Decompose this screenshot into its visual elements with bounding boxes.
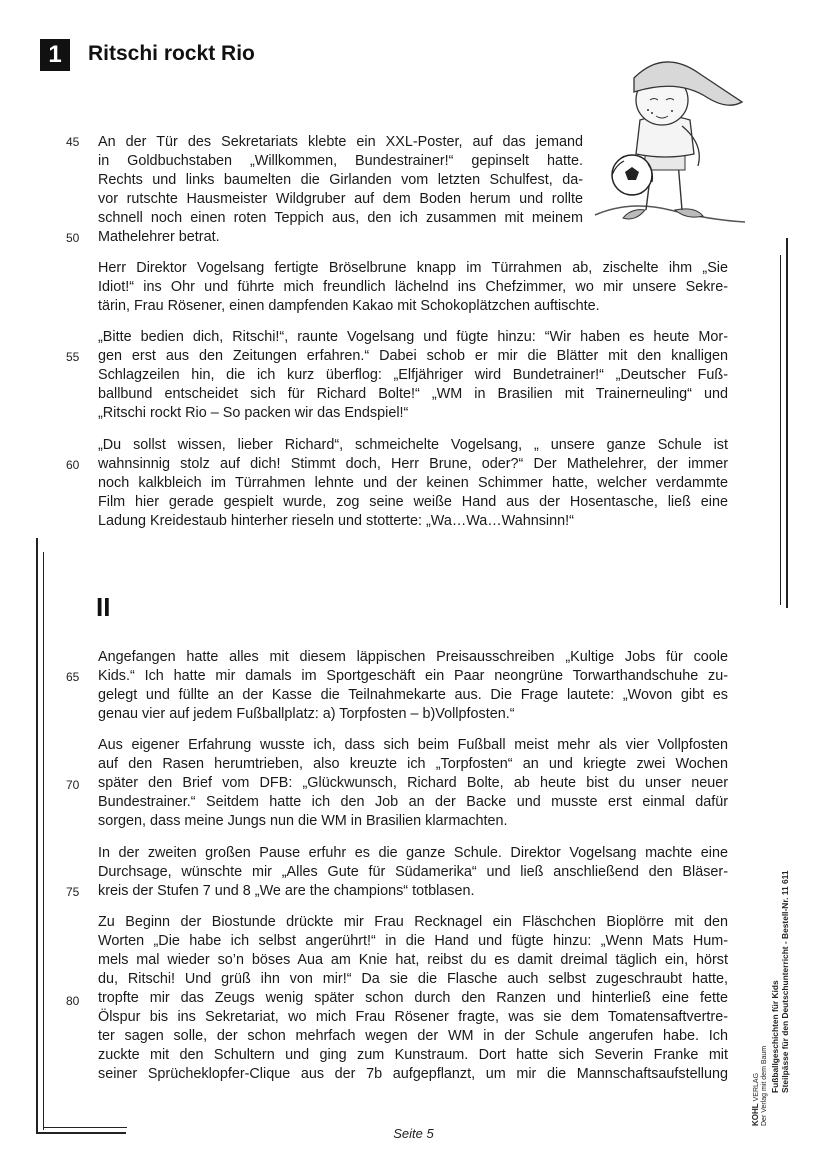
text-line: genau vier auf jedem Fußballplatz: a) Torpfosten – b)Vollpfosten.“ — [98, 706, 515, 722]
text-line: seiner Sprücheklopfer-Clique aus der 7b aufgepflanzt, um mir die Mannschaftsaufstellung — [98, 1066, 728, 1082]
text-line: mels mal wieder so’n böses Aua am Knie hat, reibst du es damit dreimal täglich ein, hörst — [98, 952, 728, 968]
text-line: Film hier gerade gespielt wurde, zog seine weiße Hand aus der Hosentasche, ließ eine — [98, 494, 728, 510]
text-line: Schlagzeilen hin, die ich kurz überflog: „Elfjähriger wird Bundetrainer!“ „Deutscher Fuß- — [98, 367, 728, 383]
text-line: sorgen, dass meine Jungs nun die WM in Brasilien klarmachten. — [98, 813, 508, 829]
line-number: 50 — [66, 231, 80, 245]
text-line: Bundestrainer.“ Seitdem hatte ich den Job an der Backe und musste erst einmal dafür — [98, 794, 728, 810]
text-line: Rechts und links baumelten die Girlanden vom letzten Schulfest, da- — [98, 172, 583, 188]
publisher-tag: VERLAG — [753, 1072, 760, 1102]
line-number: 55 — [66, 350, 80, 364]
text-line: „Ritschi rockt Rio – So packen wir das Endspiel!“ — [98, 405, 409, 421]
text-line: kreis der Stufen 7 und 8 „We are the champions“ totblasen. — [98, 883, 475, 899]
text-line: zuckte mit den Schultern und ging zum Kunstraum. Dort hatte sich Severin Franke mit — [98, 1047, 728, 1063]
publisher-slogan: Der Verlag mit dem Baum — [761, 1045, 768, 1126]
text-line: Aus eigener Erfahrung wusste ich, dass sich beim Fußball meist mehr als vier Vollpfosten — [98, 737, 728, 753]
section-heading: II — [96, 592, 111, 622]
text-line: später den Brief vom DFB: „Glückwunsch, Richard Bolte, ab heute bist du unser neuer — [98, 775, 728, 791]
text-line: „Bitte bedien dich, Ritschi!“, raunte Vogelsang und fügte hinzu: “Wir haben es heute Mor- — [98, 329, 728, 345]
text-line: gen erst aus den Zeitungen erfahren.“ Dabei schob er mir die Blätter mit den knalligen — [98, 348, 728, 364]
frame-rule — [43, 552, 44, 1130]
line-number: 45 — [66, 135, 80, 149]
text-line: An der Tür des Sekretariats klebte ein XXL-Poster, auf das jemand — [98, 134, 583, 150]
text-line: Mathelehrer betrat. — [98, 229, 220, 245]
text-line: Worten „Die habe ich selbst angerührt!“ in die Hand und fügte hinzu: „Wenn Mats Hum- — [98, 933, 728, 949]
text-line: Herr Direktor Vogelsang fertigte Bröselbrune knapp im Türrahmen ab, zischelte ihm „Sie — [98, 260, 728, 276]
text-line: ballbund entscheidet sich für Richard Bolte!“ „WM in Brasilien mit Trainerneuling“ und — [98, 386, 728, 402]
chapter-number: 1 — [48, 41, 62, 68]
text-line: wahnsinnig stolz auf dich! Stimmt doch, Herr Brune, oder?“ Der Mathelehrer, der immer — [98, 456, 728, 472]
book-subtitle: Steilpässe für den Deutschunterricht - Bestell-Nr. 11 611 — [780, 870, 790, 1093]
text-line: gelegt und füllte an der Kasse die Teilnahmekarte aus. Die Frage lautete: „Wovon gibt es — [98, 687, 728, 703]
text-line: „Du sollst wissen, lieber Richard“, schmeichelte Vogelsang, „ unsere ganze Schule ist — [98, 437, 728, 453]
line-number: 65 — [66, 670, 80, 684]
line-number: 75 — [66, 885, 80, 899]
publisher-logo — [752, 1036, 776, 1126]
text-line: Kids.“ Ich hatte mir damals im Sportgeschäft ein Paar neongrüne Torwarthandschuhe zu- — [98, 668, 728, 684]
chapter-number-box — [40, 39, 70, 71]
text-line: ter sagen solle, der schon mehrfach wegen der WM in der Schule angerufen habe. Ich — [98, 1028, 728, 1044]
frame-rule — [786, 238, 788, 608]
text-line: Angefangen hatte alles mit diesem läppischen Preisausschreiben „Kultige Jobs für coole — [98, 649, 728, 665]
frame-rule — [780, 255, 781, 605]
publisher-name: KOHL — [751, 1103, 760, 1126]
text-line: In der zweiten großen Pause erfuhr es die ganze Schule. Direktor Vogelsang machte eine — [98, 845, 728, 861]
line-number: 60 — [66, 458, 80, 472]
text-line: vor rutschte Hausmeister Wildgruber auf dem Boden herum und rollte — [98, 191, 583, 207]
text-line: auf den Rasen herumtrieben, also kreuzte ich „Torpfosten“ an und kriegte zwei Wochen — [98, 756, 728, 772]
line-number: 80 — [66, 994, 80, 1008]
text-line: noch kalkbleich im Türrahmen lehnte und der keinen Schimmer hatte, welcher verdammte — [98, 475, 728, 491]
text-line: du, Ritschi! Und grüß ihn von mir!“ Da sie die Flasche auch selbst zugeschraubt hatte, — [98, 971, 728, 987]
chapter-title: Ritschi rockt Rio — [88, 42, 255, 65]
text-line: Ladung Kreidestaub hinterher rieseln und stotterte: „Wa…Wa…Wahnsinn!“ — [98, 513, 574, 529]
text-line: tropfte mir das Zeugs wenig später schon durch den Ranzen und hinterließ eine fette — [98, 990, 728, 1006]
text-line: Idiot!“ ins Ohr und führte mich freundlich lächelnd ins Chefzimmer, wo mir unsere Sekre- — [98, 279, 728, 295]
boy-with-ball-illustration — [590, 50, 750, 230]
text-line: Zu Beginn der Biostunde drückte mir Frau Recknagel ein Fläschchen Bioplörre mit den — [98, 914, 728, 930]
text-line: in Goldbuchstaben „Willkommen, Bundestrainer!“ gepinselt hatte. — [98, 153, 583, 169]
frame-rule — [36, 538, 38, 1134]
text-line: schnell noch einen roten Teppich aus, den ich zusammen mit meinem — [98, 210, 583, 226]
text-line: Ölspur bis ins Sekretariat, wo mich Frau Rösener fragte, was sie dem Tomatensaftvertre- — [98, 1009, 728, 1025]
page-number: Seite 5 — [393, 1126, 434, 1141]
line-number: 70 — [66, 778, 80, 792]
text-line: Durchsage, wünschte mir „Alles Gute für Südamerika“ und ließ anschließend den Bläser- — [98, 864, 728, 880]
text-line: tärin, Frau Rösener, einen dampfenden Kakao mit Schokoplätzchen auftischte. — [98, 298, 600, 314]
book-title: Fußballgeschichten für Kids — [770, 980, 780, 1093]
